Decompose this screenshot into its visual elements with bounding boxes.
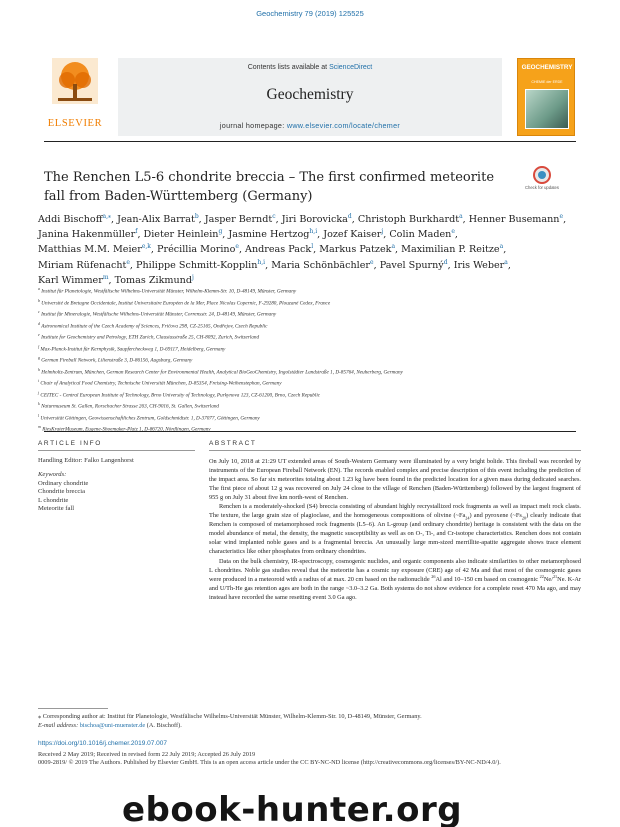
author-name[interactable]: Andreas Pack [245,244,312,256]
crossmark-label: Check for updates [525,185,559,190]
article-info-heading: ARTICLE INFO [38,440,102,447]
elsevier-logo[interactable] [44,58,104,136]
keyword-item[interactable]: Meteorite fall [38,505,75,513]
author-name[interactable]: Jasper Berndt [204,214,273,225]
keyword-item[interactable]: L chondrite [38,496,69,504]
publication-dates [38,751,578,767]
article-info-rule [38,450,195,451]
author-affiliation-marker[interactable]: b [194,212,199,220]
author-name[interactable]: Colin Maden [389,229,452,241]
section-divider [44,431,576,432]
crossmark-button[interactable] [525,166,559,200]
author-name[interactable]: Maria Schönbächler [271,259,371,271]
affiliation-item: $^f$ Max-Planck-Institut für Kernphysik, Saupfercheckweg 1, D-69117, Heidelberg, Germany [38,343,226,353]
author-affiliation-marker[interactable]: e [559,212,564,220]
author-name[interactable]: Pavel Spurný [379,259,444,271]
author-affiliation-marker[interactable]: a [391,243,396,251]
received-dates: Received 2 May 2019; Received in revised form 22 July 2019; Accepted 26 July 2019 [38,751,256,758]
author-affiliation-marker[interactable]: c [272,212,276,220]
journal-cover-thumbnail[interactable] [517,58,575,136]
author-name[interactable]: Jozef Kaiser [323,229,382,241]
journal-homepage [118,121,502,130]
author-name[interactable]: Maximilian P. Reitze [401,244,500,256]
author-name[interactable]: Jasmine Hertzog [228,229,310,241]
crossmark-icon [533,166,551,184]
author-name[interactable]: Miriam Rüfenacht [38,259,127,271]
abstract-paragraph: Renchen is a moderately-shocked (S4) breccia consisting of abundant highly recrystallized rock fragments as well as impact melt rock clasts. The texture, the large grain size of plagioclase, and the homogeneous compositions of olivine $(\sim Fa_{24})$ and pyroxene $(\sim Fs_{20})$ clearly indicate that Renchen is composed of metamorphosed rock fragments (L5–6). An L-group (and ordinary chondrite) heritage is consistent with the data on the model abundance of metal, the density, the magnetic susceptibility as well as on O-, Ti-, and Cr-isotope characteristics. Renchen does not contain solar wind implanted noble gases and is a fragmental breccia. An unusually large mm-sized merrillite-apatite aggregate shows trace element characteristics like other phosphates from ordinary chondrites. [209,503,582,556]
affiliation-item: $^m$ RiesKraterMuseum, Eugene-Shoemaker-Platz 1, D-86720, Nördlingen, Germany [38,424,211,434]
affiliation-item: $^c$ Institut für Mineralogie, Westfälische Wilhelms-Universität Münster, Corrensstr. 24, D-48149, Münster, Germany [38,309,277,318]
author-name[interactable]: Karl Wimmer [38,274,103,286]
keyword-item[interactable]: Chondrite breccia [38,488,86,496]
affiliation-item: $^d$ Astronomical Institute of the Czech Academy of Sciences, Fričova 298, CZ-25165, Ondřejov, Czech Republic [38,320,268,330]
author-affiliation-marker[interactable]: a [499,243,504,251]
author-name[interactable]: Janina Hakenmüller [38,229,136,241]
author-affiliation-marker[interactable]: m [102,273,109,281]
author-affiliation-marker[interactable]: h,i [257,258,266,266]
corresponding-footnote [38,713,578,730]
affiliation-item: $^g$ German Fireball Network, Lilienstraße 3, D-86156, Augsburg, Germany [38,355,193,364]
author-name[interactable]: Iris Weber [453,259,505,271]
author-affiliation-marker[interactable]: a [459,212,463,220]
affiliation-list [38,285,578,435]
author-list: Addi Bischoff$^{a,⁎}$, Jean-Alix Barrat$^b$, Jasper Berndt$^c$, Jiri Borovicka$^d$, Christoph Burkhardt$^a$, Henner Busemann$^e$, Janina Hakenmüller$^f$, Dieter Heinlein$^g$, Jasmine Hertzog$^{h,i}$, Jozef Kaiser$^j$, Colin Maden$^e$, Matthias M.M. Meier$^{e,k}$, Précillia Morino$^e$, Andreas Pack$^l$, Markus Patzek$^a$, Maximilian P. Reitze$^a$, Miriam Rüfenacht$^e$, Philippe Schmitt-Kopplin$^{h,i}$, Maria Schönbächler$^e$, Pavel Spurný$^d$, Iris Weber$^a$, Karl Wimmer$^m$, Tomas Zikmund$^j$ [38,212,567,286]
author-name[interactable]: Henner Busemann [468,214,560,225]
article-title: The Renchen L5-6 chondrite breccia – The first confirmed meteorite fall from Baden-Württemberg (Germany) [44,170,495,204]
header-divider [44,141,576,142]
watermark-text: ebook-hunter.org [122,790,463,827]
author-name[interactable]: Christoph Burkhardt [357,214,460,225]
author-affiliation-marker[interactable]: j [381,228,384,236]
author-affiliation-marker[interactable]: f [135,228,138,236]
author-affiliation-marker[interactable]: a,⁎ [102,212,111,220]
contents-line [118,64,502,71]
author-affiliation-marker[interactable]: g [218,228,223,236]
license-line: 0009-2819/ © 2019 The Authors. Published by Elsevier GmbH. This is an open access article under the CC BY-NC-ND license (http://creativecommons.org/licenses/BY-NC-ND/4.0/). [38,759,501,767]
affiliation-item: $^a$ Institut für Planetologie, Westfälische Wilhelms-Universität Münster, Wilhelm-Klemm-Str. 10, D-48149, Münster, Germany [38,286,297,295]
abstract-body [209,457,581,602]
email-link[interactable]: bischoa@uni-muenster.de [79,721,146,729]
abstract-paragraph: On July 10, 2018 at 21:29 UT extended areas of South-Western Germany were illuminated by a very bright bolide. This fireball was recorded by instruments of the European Fireball Network (EN). The records enabled complex and precise description of this event including the prediction of the impact area. So far six meteorites totaling about 1.23 kg have been found in the predicted location for a given mass during dedicated searches. The first piece of about 12 g was recovered on July 24 close to the village of Renchen (Baden-Württemberg) followed by the largest fragment of 955 g on July 31 about five km north-west of Renchen. [209,458,581,502]
author-affiliation-marker[interactable]: d [347,212,352,220]
article-info-panel [38,457,198,513]
affiliation-item: $^k$ Naturmuseum St. Gallen, Rorschacher Strasse 263, CH-9016, St. Gallen, Switzerland [38,401,220,411]
author-affiliation-marker[interactable]: h,i [309,228,318,236]
abstract-rule [209,450,581,451]
author-name[interactable]: Markus Patzek [319,244,392,256]
author-affiliation-marker[interactable]: a [504,258,508,266]
elsevier-tree-icon [52,58,98,104]
sciencedirect-link[interactable]: ScienceDirect [329,64,373,71]
cover-title: GEOCHEMISTRY [521,64,573,71]
journal-reference[interactable]: Geochemistry 79 (2019) 125525 [256,9,364,18]
cover-subtitle: CHEMIE der ERDE [531,80,563,84]
doi-link[interactable]: https://doi.org/10.1016/j.chemer.2019.07.007 [38,740,168,747]
homepage-prefix: journal homepage: [219,121,287,130]
author-name[interactable]: Philippe Schmitt-Kopplin [136,259,258,271]
affiliation-item: $^i$ Chair of Analytical Food Chemistry, Technische Universität München, D-85354, Freising-Weihenstephan, Germany [38,378,282,387]
abstract-paragraph: Data on the bulk chemistry, IR-spectroscopy, cosmogenic nuclides, and organic components also indicate similarities to other metamorphosed L chondrites. Noble gas studies reveal that the meteorite has a cosmic ray exposure (CRE) age of 42 Ma and that most of the cosmogenic gases were produced in a meteoroid with a radius of at max. 20 cm based on the radionuclide $^{26}$Al and 10–150 cm based on cosmogenic $^{22}$Ne/$^{21}$Ne. K-Ar and U/Th-He gas retention ages are both in the range ~3.0–3.2 Ga. Both systems do not show evidence for a complete reset 470 Ma ago, and may instead have recorded the same resetting event 3.0 Ga ago. [209,557,581,601]
author-affiliation-marker[interactable]: l [311,243,314,251]
keyword-item[interactable]: Ordinary chondrite [38,479,89,487]
keywords-label: Keywords: [38,471,67,479]
author-affiliation-marker[interactable]: e [370,258,374,266]
publisher-name: ELSEVIER [47,118,103,129]
affiliation-item: $^h$ Helmholtz-Zentrum, München, German Research Center for Environmental Health, Analytical BioGeoChemistry, Ingolstädter Landstraße 1, D-85764, Neuherberg, Germany [38,366,403,376]
author-affiliation-marker[interactable]: d [443,258,448,266]
footnote-rule [38,708,108,709]
author-name[interactable]: Dieter Heinlein [143,229,219,241]
affiliation-item: $^b$ Université de Bretagne Occidentale, Institut Universitaire Européen de la Mer, Place Nicolas Copernic, F-29280, Plouzané Cedex, France [38,297,331,307]
journal-name: Geochemistry [266,86,354,103]
author-affiliation-marker[interactable]: e [126,258,130,266]
affiliation-item: $^j$ CEITEC - Central European Institute of Technology, Brno University of Technology, Purkynova 123, CZ-61200, Brno, Czech Republic [38,389,321,399]
contents-prefix: Contents lists available at [247,64,330,71]
homepage-link[interactable]: www.elsevier.com/locate/chemer [286,121,401,130]
handling-editor: Handling Editor: Falko Langenhorst [38,457,134,464]
author-affiliation-marker[interactable]: e,k [141,243,151,251]
email-line: E-mail address: bischoa@uni-muenster.de (A. Bischoff). [38,721,182,729]
author-name[interactable]: Tomas Zikmund [114,274,192,286]
affiliation-item: $^l$ Universität Göttingen, Geowissenschaftliches Zentrum, Goldschmidtstr. 1, D-37077, Göttingen, Germany [38,412,260,422]
author-affiliation-marker[interactable]: j [192,273,194,281]
abstract-heading: ABSTRACT [209,440,257,447]
corresponding-author: ⁎ Corresponding author at: Institut für Planetologie, Westfälische Wilhelms-Universität Münster, Wilhelm-Klemm-Str. 10, D-48149, Münster, Germany. [38,713,422,720]
affiliation-item: $^e$ Institute for Geochemistry and Petrology, ETH Zurich, Clausiusstraße 25, CH-8092, Zurich, Switzerland [38,332,260,341]
author-name[interactable]: Précillia Morino [157,244,236,256]
author-affiliation-marker[interactable]: e [451,228,455,236]
author-affiliation-marker[interactable]: e [235,243,239,251]
author-name[interactable]: Matthias M.M. Meier [38,244,142,256]
author-name[interactable]: Addi Bischoff [38,214,103,225]
cover-image [525,89,569,129]
author-name[interactable]: Jean-Alix Barrat [117,214,195,225]
author-name[interactable]: Jiri Borovicka [281,214,348,225]
